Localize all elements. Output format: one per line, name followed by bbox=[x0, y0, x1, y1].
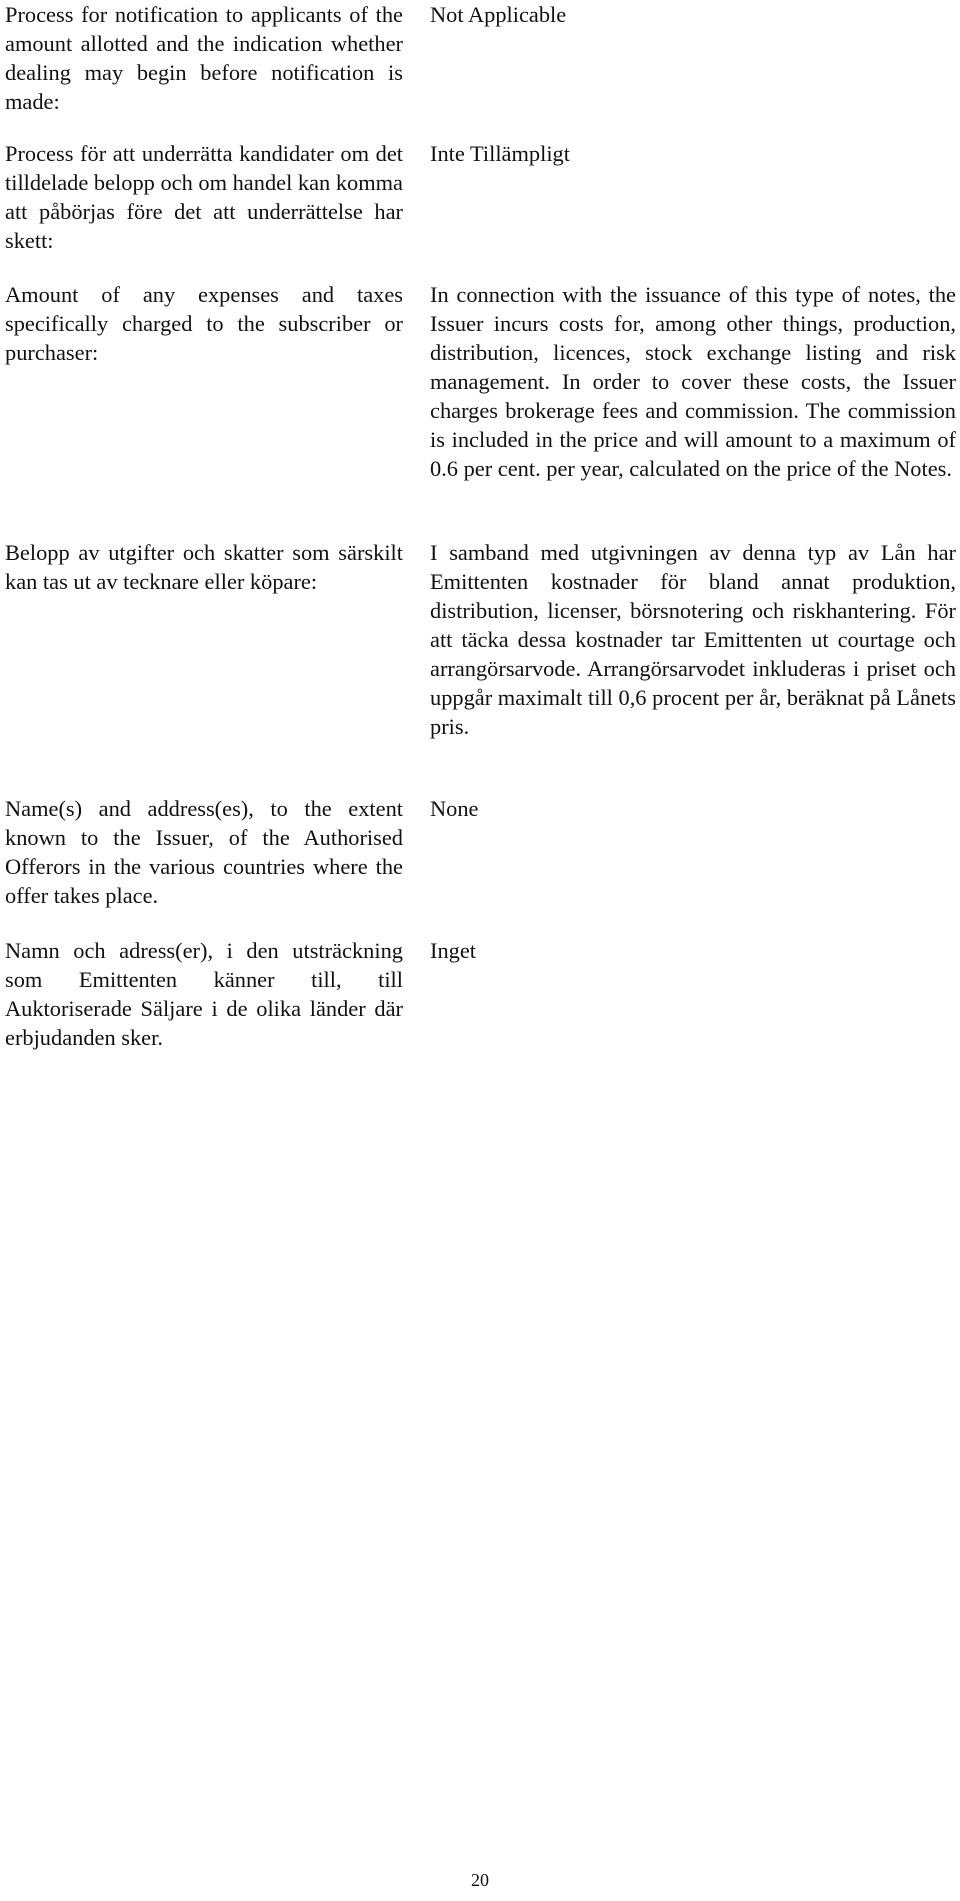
expenses-value-sv: I samband med utgivningen av denna typ av Lån har Emittenten kostnader för bland annat produktion, distribution, licenser, börsnotering och riskhantering. För att täcka dessa kostnader tar Emittenten ut courtage och arrangörsarvode. Arrangörsarvodet inkluderas i priset och uppgår maximalt till 0,6 procent per år, beräknat på Lånets pris. bbox=[430, 540, 956, 739]
notification-process-label-sv: Process för att underrätta kandidater om det tilldelade belopp och om handel kan komma att påbörjas före det att underrättelse har skett: bbox=[5, 141, 403, 253]
notification-process-label-en: Process for notification to applicants of the amount allotted and the indication whether dealing may begin before notification is made: bbox=[5, 2, 403, 114]
authorised-offerors-label-sv: Namn och adress(er), i den utsträckning som Emittenten känner till, till Auktoriserade Säljare i de olika länder där erbjudanden sker. bbox=[5, 938, 403, 1050]
authorised-offerors-value-en: None bbox=[430, 796, 479, 821]
authorised-offerors-value-sv: Inget bbox=[430, 938, 477, 963]
expenses-value-en: In connection with the issuance of this type of notes, the Issuer incurs costs for, among other things, production, distribution, licences, stock exchange listing and risk management. In order to cover these costs, the Issuer charges brokerage fees and commission. The commission is included in the price and will amount to a maximum of 0.6 per cent. per year, calculated on the price of the Notes. bbox=[430, 282, 956, 481]
page-number: 20 bbox=[471, 1870, 489, 1890]
notification-process-value-sv: Inte Tillämpligt bbox=[430, 141, 570, 166]
notification-process-value-en: Not Applicable bbox=[430, 2, 567, 27]
expenses-label-sv: Belopp av utgifter och skatter som särskilt kan tas ut av tecknare eller köpare: bbox=[5, 540, 403, 594]
authorised-offerors-label-en: Name(s) and address(es), to the extent known to the Issuer, of the Authorised Offerors in the various countries where the offer takes place. bbox=[5, 796, 403, 908]
expenses-label-en: Amount of any expenses and taxes specifically charged to the subscriber or purchaser: bbox=[5, 282, 403, 365]
